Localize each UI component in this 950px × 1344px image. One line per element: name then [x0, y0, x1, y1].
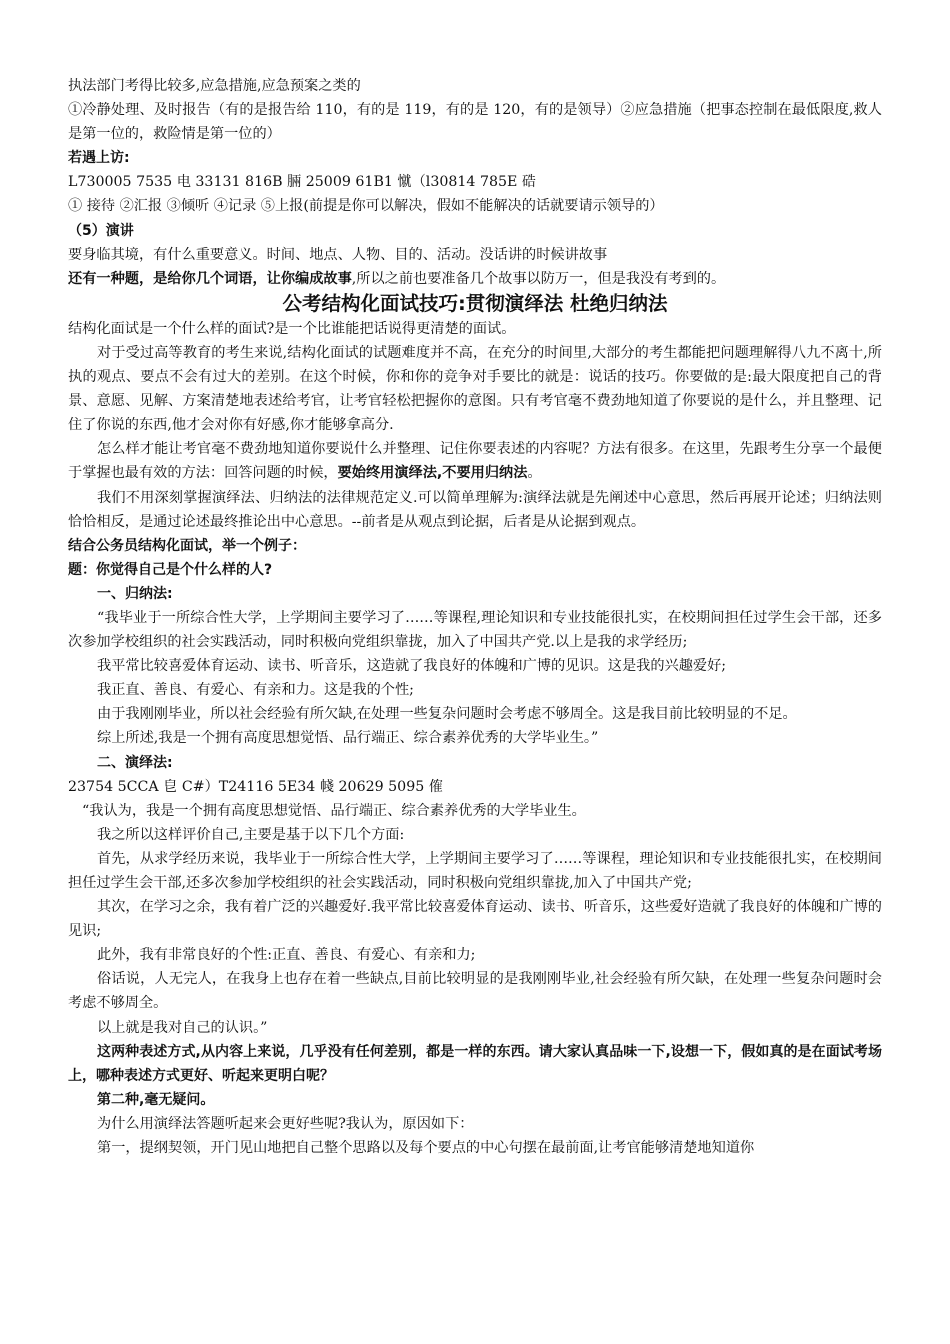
text-paragraph: 我平常比较喜爱体育运动、读书、听音乐，这造就了我良好的体魄和广博的见识。这是我的兴趣爱好;	[97, 658, 727, 675]
text-paragraph: 此外，我有非常良好的个性:正直、善良、有爱心、有亲和力;	[97, 947, 476, 964]
text-line: 23754 5CCA 皀 C#）T24116 5E34 帴 20629 5095 傕	[68, 778, 443, 795]
text-paragraph: 其次，在学习之余，我有着广泛的兴趣爱好.我平常比较喜爱体育运动、读书、听音乐，这些爱好造就了我良好的体魄和广博的见识;	[68, 899, 882, 940]
text-paragraph: 由于我刚刚毕业，所以社会经验有所欠缺,在处理一些复杂问题时会考虑不够周全。这是我目前比较明显的不足。	[97, 706, 797, 723]
text-paragraph-bold: 这两种表述方式,从内容上来说，几乎没有任何差别，都是一样的东西。请大家认真品味一下,设想一下，假如真的是在面试考场上，哪种表述方式更好、听起来更明白呢？	[68, 1043, 882, 1084]
text-paragraph: 首先，从求学经历来说，我毕业于一所综合性大学，上学期间主要学习了……等课程，理论知识和专业技能很扎实，在校期间担任过学生会干部,还多次参加学校组织的社会实践活动，同时积极向党组织靠拢,加入了中国共产党;	[68, 850, 882, 891]
text-line: L730005 7535 电 33131 816B 脼 25009 61B1 憱（l30814 785E 硞	[68, 174, 537, 191]
text-span: ,所以之前也要准备几个故事以防万一，但是我没有考到的。	[351, 270, 726, 287]
bold-text: 还有一种题，是给你几个词语，让你编成故事	[68, 270, 352, 287]
section-heading: 一、归纳法:	[97, 585, 173, 602]
text-line: 结构化面试是一个什么样的面试?是一个比谁能把话说得更清楚的面试。	[68, 320, 516, 337]
text-paragraph	[68, 437, 882, 485]
text-paragraph: 第一，提纲契领，开门见山地把自己整个思路以及每个要点的中心句摆在最前面,让考官能够清楚地知道你	[97, 1140, 755, 1157]
text-line	[68, 267, 882, 291]
document-page	[68, 74, 882, 1160]
section-heading: （5）演讲	[68, 222, 134, 239]
text-line: 要身临其境，有什么重要意义。时间、地点、人物、目的、活动。没话讲的时候讲故事	[68, 246, 608, 263]
section-heading: 二、演绎法:	[97, 754, 173, 771]
text-paragraph: 我们不用深刻掌握演绎法、归纳法的法律规范定义.可以简单理解为:演绎法就是先阐述中心意思，然后再展开论述；归纳法则恰恰相反，是通过论述最终推论出中心意思。--前者是从观点到论据，后者是从论据到观点。	[68, 489, 882, 530]
text-paragraph: “我认为，我是一个拥有高度思想觉悟、品行端正、综合素养优秀的大学毕业生。	[82, 802, 586, 819]
text-line: 执法部门考得比较多,应急措施,应急预案之类的	[68, 78, 361, 94]
text-paragraph: “我毕业于一所综合性大学，上学期间主要学习了……等课程,理论知识和专业技能很扎实，在校期间担任过学生会干部，还多次参加学校组织的社会实践活动，同时积极向党组织靠拢，加入了中国共产党.以上是我的求学经历;	[68, 609, 882, 651]
text-span: 怎么样才能让考官毫不费劲地知道你要说什么并整理、记住你要表述的内容呢？方法有很多。在这里，先跟考生分享一个最便于掌握也最有效的方法：回答问题的时候，	[68, 441, 882, 482]
article-title: 公考结构化面试技巧:贯彻演绎法 杜绝归纳法	[282, 291, 668, 315]
question-heading: 题：你觉得自己是个什么样的人?	[68, 561, 273, 578]
answer-line: 第二种,毫无疑问。	[97, 1091, 215, 1108]
text-span: 。	[527, 465, 542, 482]
bold-text: 要始终用演绎法,不要用归纳法	[337, 465, 528, 482]
text-paragraph: 俗话说，人无完人，在我身上也存在着一些缺点,目前比较明显的是我刚刚毕业,社会经验有所欠缺，在处理一些复杂问题时会考虑不够周全。	[68, 971, 882, 1012]
text-line: ① 接待 ②汇报 ③倾听 ④记录 ⑤上报(前提是你可以解决，假如不能解决的话就要请示领导的）	[68, 198, 664, 215]
text-paragraph: 我之所以这样评价自己,主要是基于以下几个方面:	[97, 826, 405, 843]
section-heading: 结合公务员结构化面试，举一个例子：	[68, 537, 306, 554]
text-paragraph: 对于受过高等教育的考生来说,结构化面试的试题难度并不高，在充分的时间里,大部分的考生都能把问题理解得八九不离十,所执的观点、要点不会有过大的差别。在这个时候，你和你的竞争对手要比的就是：说话的技巧。你要做的是:最大限度把自己的背景、意愿、见解、方案清楚地表述给考官，让考官轻松把握你的意图。只有考官毫不费劲地知道了你要说的是什么，并且整理、记住了你说的东西,他才会对你有好感,你才能够拿高分.	[68, 344, 882, 434]
section-heading: 若遇上访:	[68, 150, 130, 167]
text-paragraph: ①冷静处理、及时报告（有的是报告给 110，有的是 119，有的是 120，有的是领导）②应急措施（把事态控制在最低限度,救人是第一位的，救险情是第一位的）	[68, 102, 882, 143]
text-paragraph: 为什么用演绎法答题听起来会更好些呢?我认为，原因如下：	[97, 1115, 474, 1132]
text-paragraph: 综上所述,我是一个拥有高度思想觉悟、品行端正、综合素养优秀的大学毕业生。”	[97, 730, 599, 747]
text-paragraph: 我正直、善良、有爱心、有亲和力。这是我的个性;	[97, 682, 414, 699]
text-paragraph: 以上就是我对自己的认识。”	[97, 1019, 268, 1036]
